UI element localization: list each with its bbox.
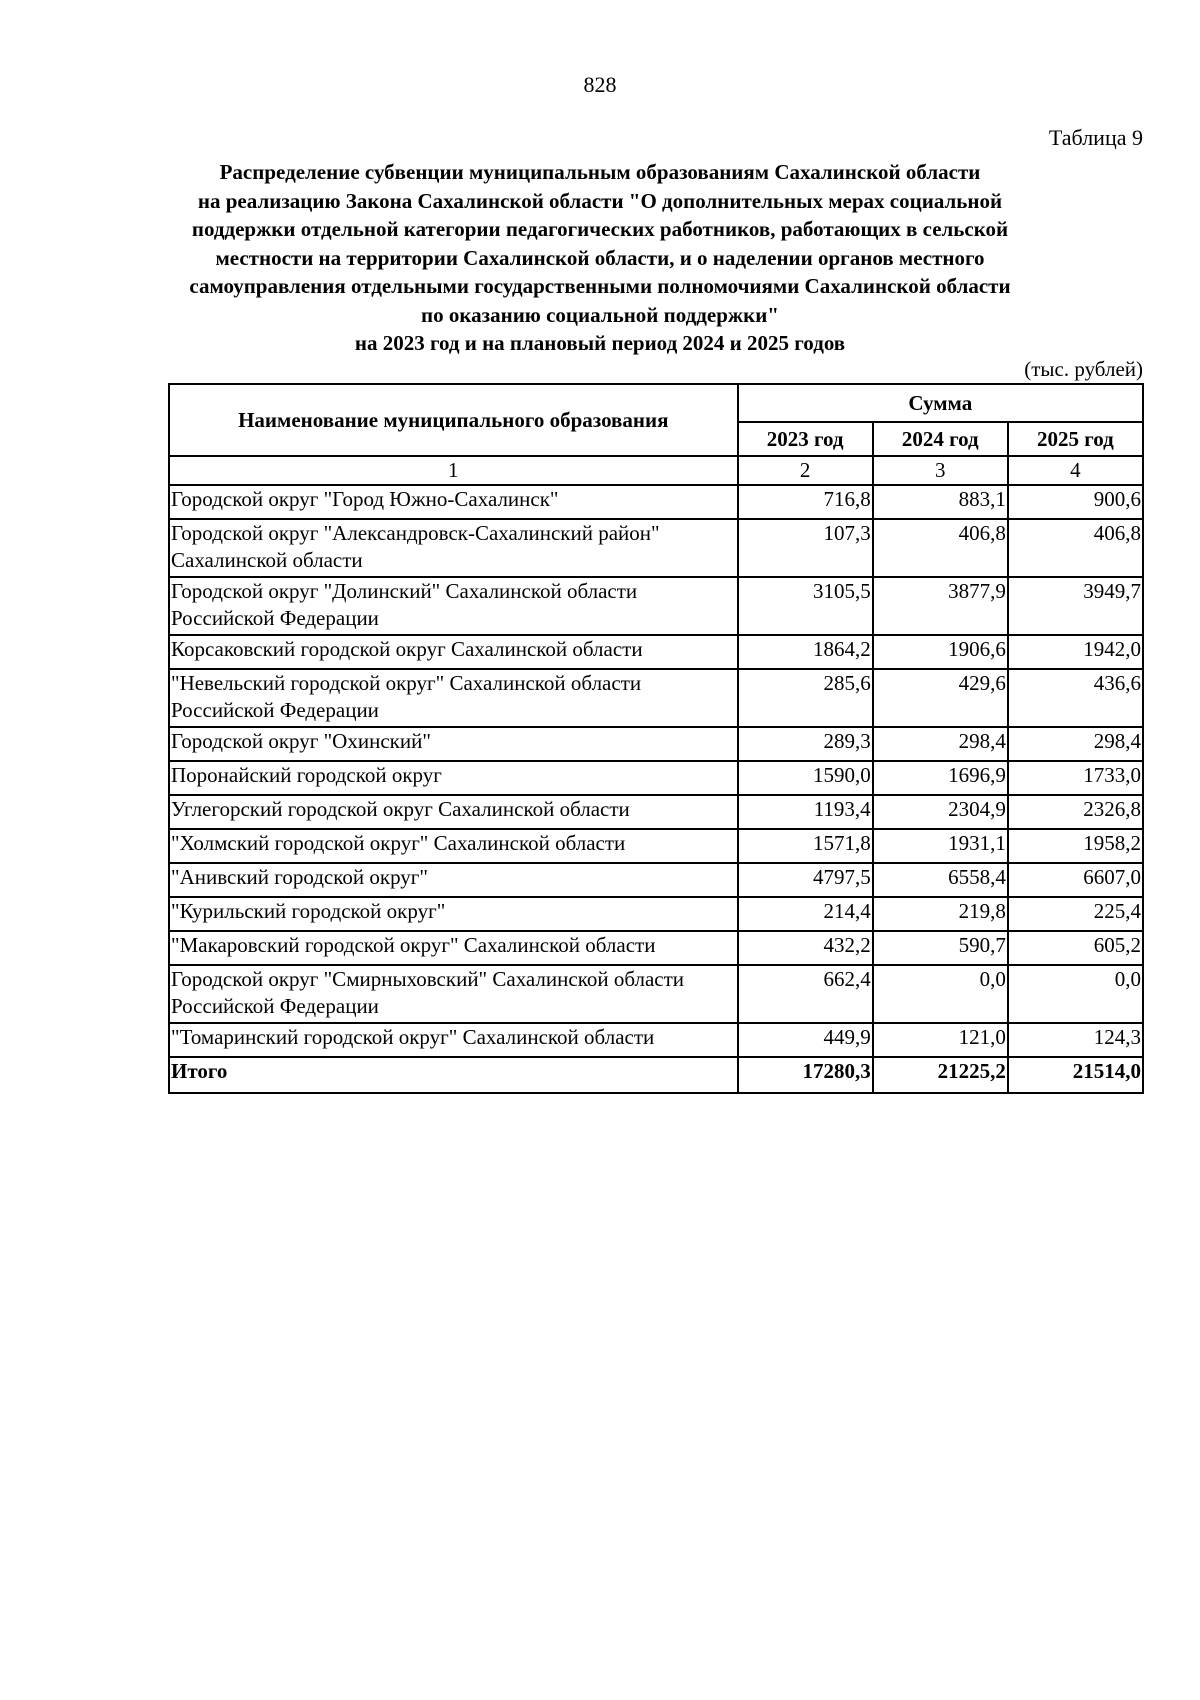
value-2025: 1942,0 bbox=[1008, 635, 1143, 669]
municipality-name: "Невельский городской округ" Сахалинской области Российской Федерации bbox=[169, 669, 738, 727]
table-row bbox=[169, 863, 1143, 897]
title-line: местности на территории Сахалинской области, и о наделении органов местного bbox=[215, 245, 985, 270]
value-2025: 6607,0 bbox=[1008, 863, 1143, 897]
table-row bbox=[169, 669, 1143, 727]
total-2024: 21225,2 bbox=[873, 1057, 1008, 1093]
value-2025: 3949,7 bbox=[1008, 577, 1143, 635]
header-year-2025: 2025 год bbox=[1008, 422, 1143, 456]
value-2023: 1571,8 bbox=[738, 829, 873, 863]
value-2024: 1906,6 bbox=[873, 635, 1008, 669]
table-row bbox=[169, 485, 1143, 519]
municipality-name: "Анивский городской округ" bbox=[169, 863, 738, 897]
value-2023: 214,4 bbox=[738, 897, 873, 931]
subvention-table bbox=[168, 383, 1144, 1094]
value-2024: 1931,1 bbox=[873, 829, 1008, 863]
title-line: на 2023 год и на плановый период 2024 и 2025 годов bbox=[354, 331, 846, 355]
table-label: Таблица 9 bbox=[1048, 125, 1143, 150]
column-number-row bbox=[169, 456, 1143, 485]
municipality-name: Городской округ "Александровск-Сахалинский район" Сахалинской области bbox=[169, 519, 738, 577]
value-2025: 900,6 bbox=[1008, 485, 1143, 519]
units-label: (тыс. рублей) bbox=[1024, 357, 1143, 381]
value-2023: 107,3 bbox=[738, 519, 873, 577]
value-2025: 406,8 bbox=[1008, 519, 1143, 577]
table-row bbox=[169, 931, 1143, 965]
column-number: 1 bbox=[169, 456, 738, 485]
value-2024: 0,0 bbox=[873, 965, 1008, 1023]
column-number: 4 bbox=[1008, 456, 1143, 485]
value-2023: 1590,0 bbox=[738, 761, 873, 795]
table-row bbox=[169, 519, 1143, 577]
value-2023: 662,4 bbox=[738, 965, 873, 1023]
table-row bbox=[169, 727, 1143, 761]
title-line: Распределение субвенции муниципальным образованиям Сахалинской области bbox=[219, 160, 981, 184]
value-2024: 883,1 bbox=[873, 485, 1008, 519]
municipality-name: Городской округ "Город Южно-Сахалинск" bbox=[169, 485, 738, 519]
municipality-name: Поронайский городской округ bbox=[169, 761, 738, 795]
value-2023: 285,6 bbox=[738, 669, 873, 727]
value-2024: 6558,4 bbox=[873, 863, 1008, 897]
value-2024: 406,8 bbox=[873, 519, 1008, 577]
value-2025: 2326,8 bbox=[1008, 795, 1143, 829]
document-title bbox=[150, 158, 1050, 358]
value-2023: 1193,4 bbox=[738, 795, 873, 829]
header-year-2023: 2023 год bbox=[738, 422, 873, 456]
value-2023: 3105,5 bbox=[738, 577, 873, 635]
title-line: по оказанию социальной поддержки" bbox=[421, 302, 779, 327]
value-2024: 219,8 bbox=[873, 897, 1008, 931]
value-2024: 3877,9 bbox=[873, 577, 1008, 635]
municipality-name: Углегорский городской округ Сахалинской области bbox=[169, 795, 738, 829]
table-row bbox=[169, 1023, 1143, 1057]
value-2023: 432,2 bbox=[738, 931, 873, 965]
title-line: самоуправления отдельными государственными полномочиями Сахалинской области bbox=[189, 274, 1011, 298]
municipality-name: Городской округ "Смирныховский" Сахалинской области Российской Федерации bbox=[169, 965, 738, 1023]
total-2025: 21514,0 bbox=[1008, 1057, 1143, 1093]
column-number: 3 bbox=[873, 456, 1008, 485]
municipality-name: "Томаринский городской округ" Сахалинской области bbox=[169, 1023, 738, 1057]
value-2025: 1958,2 bbox=[1008, 829, 1143, 863]
municipality-name: Корсаковский городской округ Сахалинской области bbox=[169, 635, 738, 669]
value-2023: 289,3 bbox=[738, 727, 873, 761]
table-row bbox=[169, 965, 1143, 1023]
municipality-name: Городской округ "Долинский" Сахалинской области Российской Федерации bbox=[169, 577, 738, 635]
title-line: на реализацию Закона Сахалинской области "О дополнительных мерах социальной bbox=[197, 188, 1003, 213]
municipality-name: "Курильский городской округ" bbox=[169, 897, 738, 931]
value-2025: 124,3 bbox=[1008, 1023, 1143, 1057]
title-line: поддержки отдельной категории педагогических работников, работающих в сельской bbox=[191, 217, 1009, 241]
value-2024: 121,0 bbox=[873, 1023, 1008, 1057]
header-year-2024: 2024 год bbox=[873, 422, 1008, 456]
municipality-name: "Макаровский городской округ" Сахалинской области bbox=[169, 931, 738, 965]
value-2025: 298,4 bbox=[1008, 727, 1143, 761]
column-number: 2 bbox=[738, 456, 873, 485]
table-row bbox=[169, 829, 1143, 863]
value-2024: 429,6 bbox=[873, 669, 1008, 727]
value-2023: 716,8 bbox=[738, 485, 873, 519]
total-row bbox=[169, 1057, 1143, 1093]
total-label: Итого bbox=[169, 1057, 738, 1093]
header-name: Наименование муниципального образования bbox=[169, 384, 738, 456]
value-2024: 298,4 bbox=[873, 727, 1008, 761]
value-2023: 449,9 bbox=[738, 1023, 873, 1057]
table-row bbox=[169, 635, 1143, 669]
table-row bbox=[169, 897, 1143, 931]
municipality-name: Городской округ "Охинский" bbox=[169, 727, 738, 761]
value-2025: 225,4 bbox=[1008, 897, 1143, 931]
value-2025: 1733,0 bbox=[1008, 761, 1143, 795]
header-row bbox=[169, 384, 1143, 422]
municipality-name: "Холмский городской округ" Сахалинской области bbox=[169, 829, 738, 863]
value-2023: 1864,2 bbox=[738, 635, 873, 669]
table-row bbox=[169, 577, 1143, 635]
value-2025: 436,6 bbox=[1008, 669, 1143, 727]
table-row bbox=[169, 795, 1143, 829]
value-2025: 0,0 bbox=[1008, 965, 1143, 1023]
page-number: 828 bbox=[583, 72, 617, 97]
table-row bbox=[169, 761, 1143, 795]
value-2024: 2304,9 bbox=[873, 795, 1008, 829]
value-2024: 590,7 bbox=[873, 931, 1008, 965]
value-2023: 4797,5 bbox=[738, 863, 873, 897]
value-2024: 1696,9 bbox=[873, 761, 1008, 795]
total-2023: 17280,3 bbox=[738, 1057, 873, 1093]
value-2025: 605,2 bbox=[1008, 931, 1143, 965]
header-sum: Сумма bbox=[738, 384, 1143, 422]
